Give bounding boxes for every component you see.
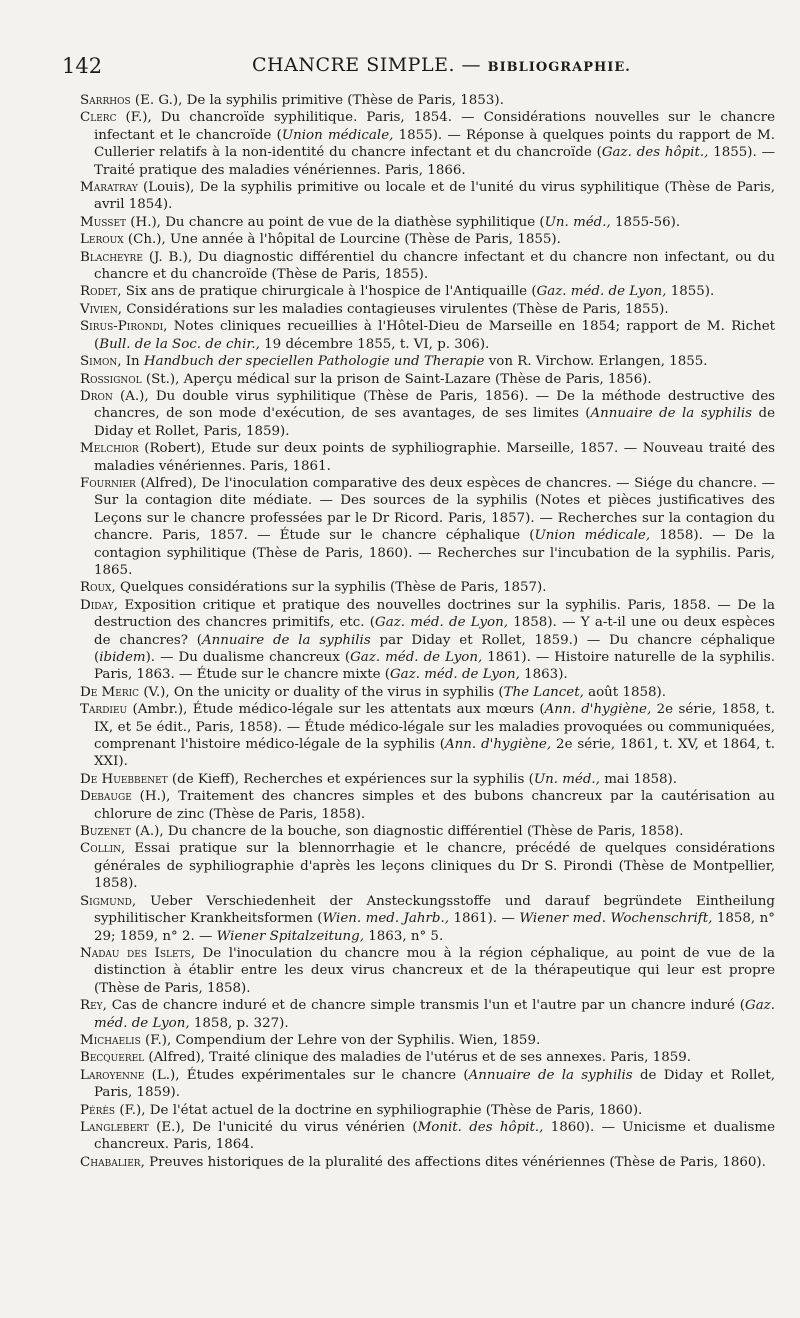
bibliography-entry [80,353,775,370]
entry-author: De Meric [80,684,140,700]
entry-text: ). — Du dualisme chancreux ( [145,650,351,665]
entry-text: 1863). [519,667,568,683]
page-title [252,54,631,76]
entry-text: 1855). [666,284,715,300]
entry-author: Collin [80,841,122,857]
entry-title-italic: Monit. des hôpit., [417,1119,544,1135]
entry-author: Clerc [80,110,117,126]
entry-text: , Six ans de pratique chirurgicale à l'hospice de l'Antiquaille ( [117,284,537,300]
entry-title-italic: Ann. d'hygiène, [544,702,652,718]
entry-text: 1855). — Réponse à quelques points du rapport de M. Cullerier relatifs à la non-identité du chancre infectant et du chancroïde ( [94,127,775,161]
bibliography-entry [80,440,775,475]
entry-text: 2e série, 1861, t. XV, et 1864, t. XXI). [94,737,775,770]
bibliography-entry [80,823,775,840]
entry-text: (L.), Études expérimentales sur le chancre ( [144,1067,469,1083]
entry-author: Musset [80,214,127,230]
bibliography-entry [80,249,775,284]
entry-title-italic: Gaz. méd. de Lyon, [536,284,667,300]
entry-text: (A.), Du double virus syphilitique (Thèse de Paris, 1856). — De la méthode destructive des chancres, de son mode d'exécution, de ses avantages, de ses limites ( [94,388,775,422]
entry-title-italic: ibidem [99,650,146,665]
bibliography-entry [80,388,775,440]
bibliography-entry [80,597,775,684]
entry-text: 1860). — Unicisme et dualisme chancreux. Paris, 1864. [94,1119,775,1153]
entry-text: , Ueber Verschiedenheit der Ansteckungsstoffe und darauf begründete Eintheilung syphilitischer Krankheitsformen ( [94,893,775,927]
entry-author: Vivien [80,301,118,317]
entry-author: Maratray [80,180,138,196]
entry-author: Becquerel [80,1050,145,1066]
entry-text: (A.), Du chancre de la bouche, son diagnostic différentiel (Thèse de Paris, 1858). [130,824,684,840]
entry-text: mai 1858). [599,771,677,787]
bibliography-entry [80,1049,775,1066]
bibliography-entry [80,371,775,388]
entry-text: (St.), Aperçu médical sur la prison de Saint-Lazare (Thèse de Paris, 1856). [141,371,652,387]
bibliography-entry [80,788,775,823]
entry-text: (Ch.), Une année à l'hôpital de Lourcine (Thèse de Paris, 1855). [123,232,561,248]
bibliography-entry [80,1154,775,1171]
entry-text: , Considérations sur les maladies contagieuses virulentes (Thèse de Paris, 1855). [117,301,669,317]
entry-text: 1855). — Traité pratique des maladies vénériennes. Paris, 1866. [94,145,776,178]
entry-text: 1858, p. 327). [189,1015,289,1031]
entry-text: (Robert), Etude sur deux points de syphiliographie. Marseille, 1857. — Nouveau traité des maladies vénériennes. Paris, 1861. [94,441,775,474]
entry-text: , Preuves historiques de la pluralité des affections dites vénériennes (Thèse de Paris, 1860). [140,1154,766,1170]
entry-text: (J. B.), Du diagnostic différentiel du chancre infectant et du chancre non infectant, ou du chancre et du chancroïde (Thèse de Paris, 1855). [94,249,775,283]
entry-author: Rossignol [80,371,142,387]
entry-text: (de Kieff), Recherches et expériences sur la syphilis ( [167,771,534,787]
entry-author: Langlebert [80,1119,149,1135]
entry-author: Buzenet [80,824,131,840]
entry-title-italic: Bull. de la Soc. de chir., [99,336,260,352]
bibliography-entry [80,840,775,892]
entry-title-italic: Union médicale, [534,528,651,544]
entry-author: Sigmund [80,893,132,909]
entry-text: (Alfred), Traité clinique des maladies de l'utérus et de ses annexes. Paris, 1859. [144,1050,692,1066]
entry-text: 1861). — Histoire naturelle de la syphilis. Paris, 1863. — Étude sur le chancre mixte ( [94,650,775,683]
entry-text: 1858). — De la contagion syphilitique (Thèse de Paris, 1860). — Recherches sur l'incubation de la syphilis. Paris, 1865. [94,528,775,578]
bibliography-entry [80,475,775,579]
bibliography-entry [80,579,775,596]
entry-title-italic: Gaz. méd. de Lyon, [94,998,775,1031]
bibliography-list [80,92,775,1171]
entry-title-italic: Un. méd., [544,214,611,230]
bibliography-entry [80,893,775,945]
entry-author: Tardieu [80,702,128,718]
entry-title-italic: Union médicale, [281,127,394,143]
entry-text: (E.), De l'unicité du virus vénérien ( [148,1119,418,1135]
title-section: BIBLIOGRAPHIE. [487,60,631,75]
entry-text: (H.), Du chancre au point de vue de la diathèse syphilitique ( [126,214,545,230]
entry-text: 1863, n° 5. [364,928,444,944]
entry-author: Roux [80,580,112,596]
bibliography-entry [80,997,775,1032]
entry-author: Debauge [80,789,132,805]
entry-text: (Louis), De la syphilis primitive ou locale et de l'unité du virus syphilitique (Thèse de Paris, avril 1854). [94,180,775,213]
entry-text: par Diday et Rollet, 1859.) — Du chancre céphalique ( [94,632,775,665]
entry-text: 1861). — [449,911,520,927]
entry-text: de Diday et Rollet, Paris, 1859). [94,1067,775,1101]
bibliography-entry [80,231,775,248]
entry-text: (Ambr.), Étude médico-légale sur les attentats aux mœurs ( [127,702,545,718]
entry-author: Pérès [80,1102,116,1118]
entry-text: , Cas de chancre induré et de chancre simple transmis l'un et l'autre par un chancre induré ( [102,998,745,1014]
bibliography-entry [80,771,775,788]
entry-author: Simon [80,354,118,370]
entry-title-italic: Gaz. des hôpit., [601,145,709,161]
entry-text: (H.), Traitement des chancres simples et des bubons chancreux par la cautérisation au chlorure de zinc (Thèse de Paris, 1858). [94,789,775,822]
entry-author: Sarrhos [80,93,131,108]
entry-author: Diday [80,597,114,613]
page-number: 142 [62,54,103,78]
entry-text: , Exposition critique et pratique des nouvelles doctrines sur la syphilis. Paris, 1858. — De la destruction des chancres primitifs, etc. ( [94,597,775,631]
entry-text: 1858, n° 29; 1859, n° 2. — [94,911,775,944]
entry-author: Michaelis [80,1032,141,1048]
entry-title-italic: Wien. med. Jahrb., [322,911,450,927]
entry-author: De Huebbenet [80,771,168,787]
entry-author: Nadau des Islets [80,945,191,961]
entry-text: de Diday et Rollet, Paris, 1859). [94,406,775,439]
entry-title-italic: Annuaire de la syphilis [468,1067,633,1083]
entry-text: (F.), Compendium der Lehre von der Syphilis. Wien, 1859. [140,1032,541,1048]
entry-author: Blacheyre [80,249,143,265]
entry-text: , Quelques considérations sur la syphilis (Thèse de Paris, 1857). [111,580,547,596]
entry-text: , In [117,354,144,370]
entry-title-italic: Wiener med. Wochenschrift, [519,911,713,927]
bibliography-entry [80,701,775,771]
bibliography-entry [80,283,775,300]
entry-author: Melchior [80,441,139,457]
entry-title-italic: Gaz. méd. de Lyon, [375,615,508,631]
bibliography-entry [80,1032,775,1049]
entry-text: (V.), On the unicity or duality of the virus in syphilis ( [139,684,504,700]
entry-text: 19 décembre 1855, t. VI, p. 306). [259,336,490,352]
entry-text: von R. Virchow. Erlangen, 1855. [484,354,708,370]
entry-text: , Notes cliniques recueillies à l'Hôtel-Dieu de Marseille en 1854; rapport de M. Richet ( [94,319,775,352]
entry-title-italic: Wiener Spitalzeitung, [216,928,364,944]
bibliography-entry [80,684,775,701]
entry-text: , De l'inoculation du chancre mou à la région céphalique, au point de vue de la distinction à établir entre les deux virus chancreux et de la thérapeutique qui leur est propre (Thèse de Paris, 1858). [94,945,776,996]
bibliography-entry [80,179,775,214]
entry-title-italic: Annuaire de la syphilis [590,406,753,422]
entry-text: août 1858). [583,684,666,700]
entry-text: (F.), De l'état actuel de la doctrine en syphiliographie (Thèse de Paris, 1860). [115,1102,643,1118]
entry-author: Leroux [80,232,124,248]
entry-title-italic: Annuaire de la syphilis [201,632,371,648]
entry-author: Fournier [80,475,136,491]
bibliography-entry [80,945,775,997]
bibliography-entry [80,1067,775,1102]
entry-text: , Essai pratique sur la blennorrhagie et le chancre, précédé de quelques considérations générales de syphiliographie d'après les leçons cliniques du Dr S. Pirondi (Thèse de Montpellier, 1858). [94,841,775,892]
entry-text: (F.), Du chancroïde syphilitique. Paris, 1854. — Considérations nouvelles sur le chancre infectant et le chancroïde ( [94,110,775,143]
entry-text: 1858). — Y a-t-il une ou deux espèces de chancres? ( [94,615,776,648]
bibliography-entry [80,1119,775,1154]
bibliography-entry [80,318,775,353]
entry-title-italic: Ann. d'hygiène, [444,737,552,753]
running-header [62,54,782,78]
entry-title-italic: Un. méd., [533,771,600,787]
entry-author: Rodet [80,284,118,300]
bibliography-entry [80,301,775,318]
entry-title-italic: The Lancet, [503,684,584,700]
entry-text: 1855-56). [610,214,681,230]
entry-title-italic: Gaz. méd. de Lyon, [350,650,483,665]
entry-text: (E. G.), De la syphilis primitive (Thèse de Paris, 1853). [130,93,504,108]
bibliography-entry [80,214,775,231]
bibliography-entry [80,109,775,179]
bibliography-entry [80,1102,775,1119]
entry-author: Sirus-Pirondi [80,319,164,335]
entry-author: Laroyenne [80,1067,145,1083]
title-main: CHANCRE SIMPLE. — [252,54,482,76]
entry-text: 2e série, 1858, t. IX, et 5e édit., Paris, 1858). — Étude médico-légale sur les maladies provoquées ou communiquées, comprenant l'histoire médico-légale de la syphilis ( [94,702,775,753]
entry-title-italic: Gaz. méd. de Lyon, [389,667,520,683]
bibliography-entry [80,92,775,109]
entry-title-italic: Handbuch der speciellen Pathologie und Therapie [143,354,485,370]
entry-author: Dron [80,388,113,404]
entry-author: Rey [80,998,103,1014]
entry-author: Chabalier [80,1154,141,1170]
entry-text: (Alfred), De l'inoculation comparative des deux espèces de chancres. — Siége du chancre. — Sur la contagion dite médiate. — Des sources de la syphilis (Notes et pièces justificatives des Leçons sur le chancre professées par le Dr Ricord. Paris, 1857). — Recherches sur la contagion du chancre. Paris, 1857. — Étude sur le chancre céphalique ( [94,475,775,544]
